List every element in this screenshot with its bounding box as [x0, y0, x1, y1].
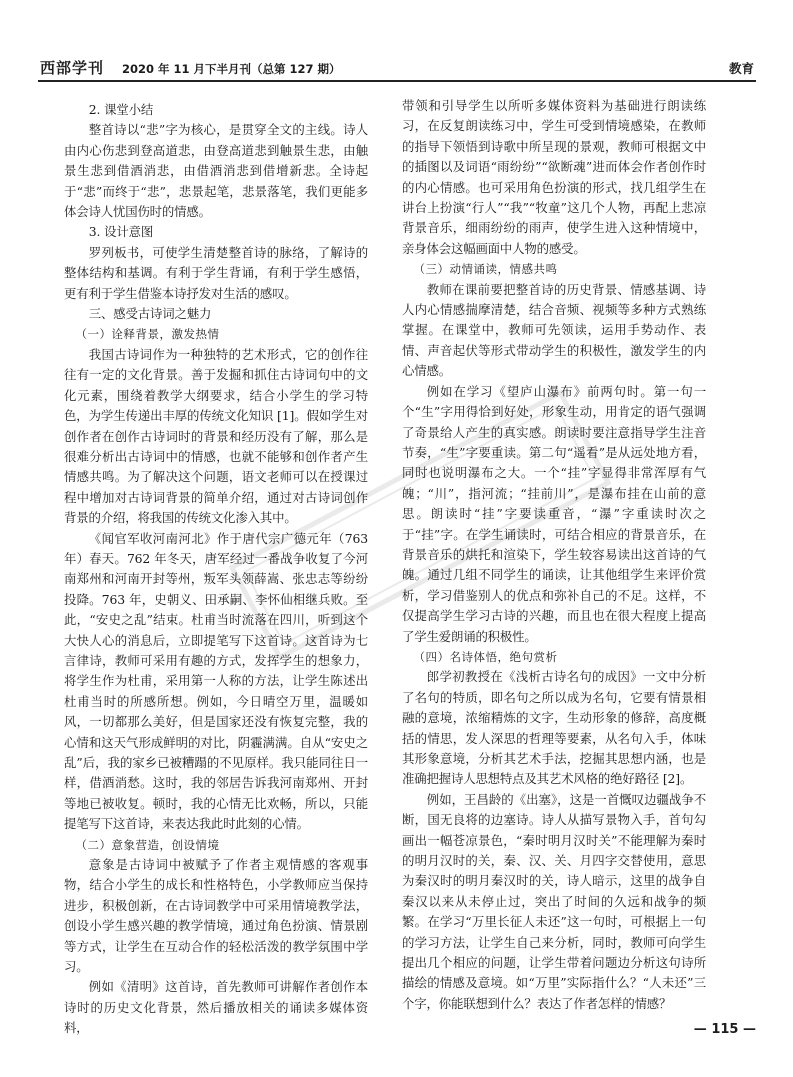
- paragraph: 例如《清明》这首诗，首先教师可讲解作者创作本诗时的历史文化背景，然后播放相关的诵读多媒体资料，: [64, 979, 368, 1036]
- issue-info: 2020 年 11 月下半月刊（总第 127 期）: [122, 62, 341, 76]
- paragraph: 我国古诗词作为一种独特的艺术形式，它的创作往往有一定的文化背景。善于发掘和抓住古诗词句中的文化元素，围绕着教学大纲要求，结合小学生的学习特色，为学生传递出丰厚的传统文化知识 [1]。假如学生对创作者在创作古诗词时的背景和经历没有了解，那么是很难分析出古诗词中的情感，也就不能够和创作者产生情感共鸣。为了解决这个问题，语文老师可以在授课过程中增加对古诗词背景的简单介绍，通过对古诗词创作背景的介绍，将我国的传统文化渗入其中。: [64, 346, 368, 526]
- left-column: [64, 100, 368, 1039]
- paragraph: 例如，王昌龄的《出塞》，这是一首慨叹边疆战争不断，国无良将的边塞诗。诗人从描写景物入手，首句勾画出一幅苍凉景色，“秦时明月汉时关”不能理解为秦时的明月汉时的关，秦、汉、关、月四字交替使用，意思为秦汉时的明月秦汉时的关，诗人暗示，这里的战争自秦汉以来从未停止过，突出了时间的久远和战争的频繁。在学习“万里长征人未还”这一句时，可根据上一句的学习方法，让学生自己来分析，同时，教师可向学生提出几个相应的问题，让学生带着问题边分析这句诗所描绘的情感及意境。如“万里”实际指什么？“人未还”三个字，你能联想到什么？表达了作者怎样的情感？: [402, 791, 706, 1011]
- page-number: — 115 —: [693, 1022, 756, 1037]
- right-column: [402, 96, 706, 1014]
- paragraph: 教师在课前要把整首诗的历史背景、情感基调、诗人内心情感揣摩清楚，结合音频、视频等多种方式熟练掌握。在课堂中，教师可先领读，运用手势动作、表情、声音起伏等形式带动学生的积极性，激发学生的内心情感。: [402, 281, 706, 379]
- paragraph: 带领和引导学生以所听多媒体资料为基础进行朗读练习，在反复朗读练习中，学生可受到情境感染，在教师的指导下领悟到诗歌中所呈现的景观，教师可根据文中的插图以及词语“雨纷纷”“欲断魂”进而体会作者创作时的内心情感。也可采用角色扮演的形式，找几组学生在讲台上扮演“行人”“我”“牧童”这几个人物，再配上悲凉背景音乐，细雨纷纷的雨声，使学生进入这种情境中，亲身体会这幅画面中人物的感受。: [402, 98, 706, 256]
- subsection-heading: （二）意象营造，创设情境: [75, 837, 220, 852]
- subsection-heading: （四）名诗体悟，绝句赏析: [413, 649, 558, 664]
- paragraph: 罗列板书，可使学生清楚整首诗的脉络，了解诗的整体结构和基调。有利于学生背诵，有利于学生感悟，更有利于学生借鉴本诗抒发对生活的感叹。: [64, 244, 368, 301]
- journal-logo: 西部学刊: [40, 59, 105, 77]
- subsection-heading: 3. 设计意图: [88, 224, 154, 240]
- subsection-heading: 2. 课堂小结: [88, 102, 154, 117]
- paragraph: 例如在学习《望庐山瀑布》前两句时。第一句一个“生”字用得恰到好处，形象生动，用肯定的语气强调了奇景给人产生的真实感。朗读时要注意指导学生注音节奏，“生”字要重读。第二句“遥看”是从远处地方看，同时也说明瀑布之大。一个“挂”字显得非常浑厚有气魄；“川”，指河流；“挂前川”，是瀑布挂在山前的意思。朗读时“挂”字要读重音，“瀑”字重读时次之于“挂”字。在学生诵读时，可结合相应的背景音乐，在背景音乐的烘托和渲染下，学生较容易读出这首诗的气魄。通过几组不同学生的诵读，让其他组学生来评价赏析，学习借鉴别人的优点和弥补自己的不足。这样，不仅提高学生学习古诗的兴趣，而且也在很大程度上提高了学生爱朗诵的积极性。: [402, 383, 706, 644]
- paragraph: 《闻官军收河南河北》作于唐代宗广德元年（763 年）春天。762 年冬天，唐军经过一番战争收复了今河南郑州和河南开封等州，叛军头领薛嵩、张忠志等纷纷投降。763 年，史朝义、田承嗣、李怀仙相继兵败。至此，“安史之乱”结束。杜甫当时流落在四川，听到这个大快人心的消息后，立即提笔写下这首诗。这首诗为七言律诗，教师可采用有趣的方式，发挥学生的想象力，将学生作为杜甫，采用第一人称的方法，让学生陈述出杜甫当时的所感所想。例如，今日晴空万里，温暖如风，一切都那么美好，但是国家还没有恢复完整，我的心情和这天气形成鲜明的对比，阴霾满满。自从“安史之乱”后，我的家乡已被糟蹋的不见原样。我只能同往日一样，借酒消愁。这时，我的邻居告诉我河南郑州、开封等地已被收复。顿时，我的心情无比欢畅，所以，只能提笔写下这首诗，来表达我此时此刻的心情。: [64, 530, 368, 832]
- subsection-heading: （三）动情诵读，情感共鸣: [413, 262, 558, 277]
- section-label: 教育: [728, 61, 754, 76]
- paragraph: 意象是古诗词中被赋予了作者主观情感的客观事物，结合小学生的成长和性格特色，小学教师应当保持进步，积极创新，在古诗词教学中可采用情境教学法，创设小学生感兴趣的教学情境，通过角色扮演、情景剧等方式，让学生在互动合作的轻松活泼的教学氛围中学习。: [64, 857, 368, 975]
- paragraph: 郎学初教授在《浅析古诗名句的成因》一文中分析了名句的特质，即名句之所以成为名句，它要有情景相融的意境，浓缩精炼的文字，生动形象的修辞，高度概括的情思，发人深思的哲理等要素，从名句入手，体味其形象意境，分析其艺术手法，挖掘其思想内涵，也是准确把握诗人思想特点及其艺术风格的绝好路径 [2]。: [402, 669, 706, 787]
- page-header: [38, 58, 756, 82]
- subsection-heading: （一）诠释背景，激发热情: [75, 327, 220, 342]
- paragraph: 整首诗以“悲”字为核心，是贯穿全文的主线。诗人由内心伤悲到登高道悲，由登高道悲到触景生悲，由触景生悲到借酒消悲，由借酒消悲到借增新悲。全诗起于“悲”而终于“悲”，悲景起笔，悲景落笔，我们更能多体会诗人忧国伤时的情感。: [64, 122, 368, 220]
- section-heading: 三、感受古诗词之魅力: [88, 306, 212, 322]
